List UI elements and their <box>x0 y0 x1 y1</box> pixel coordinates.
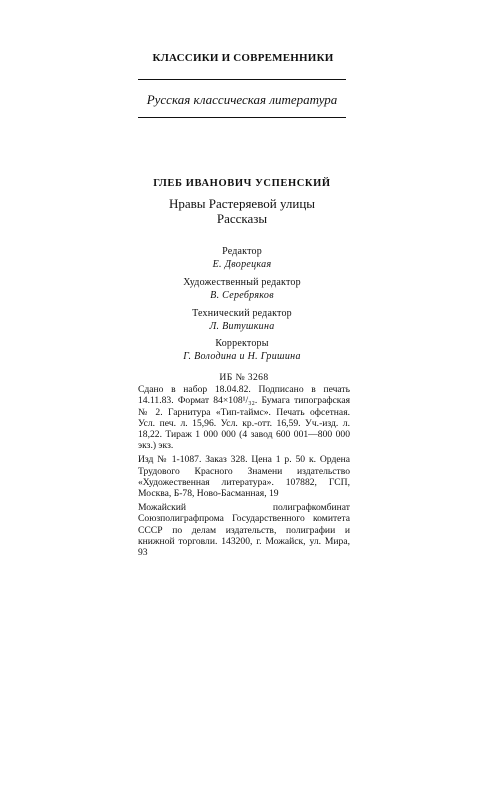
credit-technical-editor <box>138 308 346 333</box>
book-title-block <box>138 196 346 226</box>
production-details: Сдано в набор 18.04.82. Подписано в печать 14.11.83. Формат 84×108¹/₃₂. Бумага типографская № 2. Гарнитура «Тип-таймс». Печать офсетная. Усл. печ. л. 15,96. Усл. кр.-отт. 16,59. Уч.-изд. л. 18,22. Тираж 1 000 000 (4 завод 600 001—800 000 экз.) экз. <box>138 384 350 452</box>
printer-details: Можайский полиграфкомбинат Союзполиграфпрома Государственного комитета СССР по делам издательств, полиграфии и книжной торговли. 143200, г. Можайск, ул. Мира, 93 <box>138 502 350 559</box>
imprint-block <box>138 372 350 560</box>
ib-number: ИБ № 3268 <box>219 372 269 383</box>
credit-name: В. Серебряков <box>210 289 274 301</box>
credit-art-editor <box>138 277 346 302</box>
credit-role: Редактор <box>222 246 262 257</box>
top-rule <box>138 79 346 80</box>
credit-name: Г. Володина и Н. Гришина <box>183 350 301 362</box>
credit-editor <box>138 246 346 271</box>
bottom-rule <box>138 117 346 118</box>
publisher-details: Изд № 1-1087. Заказ 328. Цена 1 р. 50 к. Ордена Трудового Красного Знамени издательство «Художественная литература». 107882, ГСП, Москва, Б-78, Ново-Басманная, 19 <box>138 454 350 500</box>
credit-name: Е. Дворецкая <box>212 258 272 270</box>
series-title: КЛАССИКИ И СОВРЕМЕННИКИ <box>152 52 334 64</box>
credit-name: Л. Витушкина <box>209 320 275 332</box>
series-subtitle: Русская классическая литература <box>146 92 338 107</box>
book-title: Нравы Растеряевой улицы <box>168 196 316 211</box>
credit-role: Корректоры <box>215 338 269 349</box>
credit-role: Художественный редактор <box>183 277 301 288</box>
credit-role: Технический редактор <box>192 308 292 319</box>
credit-proofreaders <box>138 338 346 363</box>
book-genre: Рассказы <box>216 211 268 226</box>
author-name: ГЛЕБ ИВАНОВИЧ УСПЕНСКИЙ <box>153 178 331 189</box>
